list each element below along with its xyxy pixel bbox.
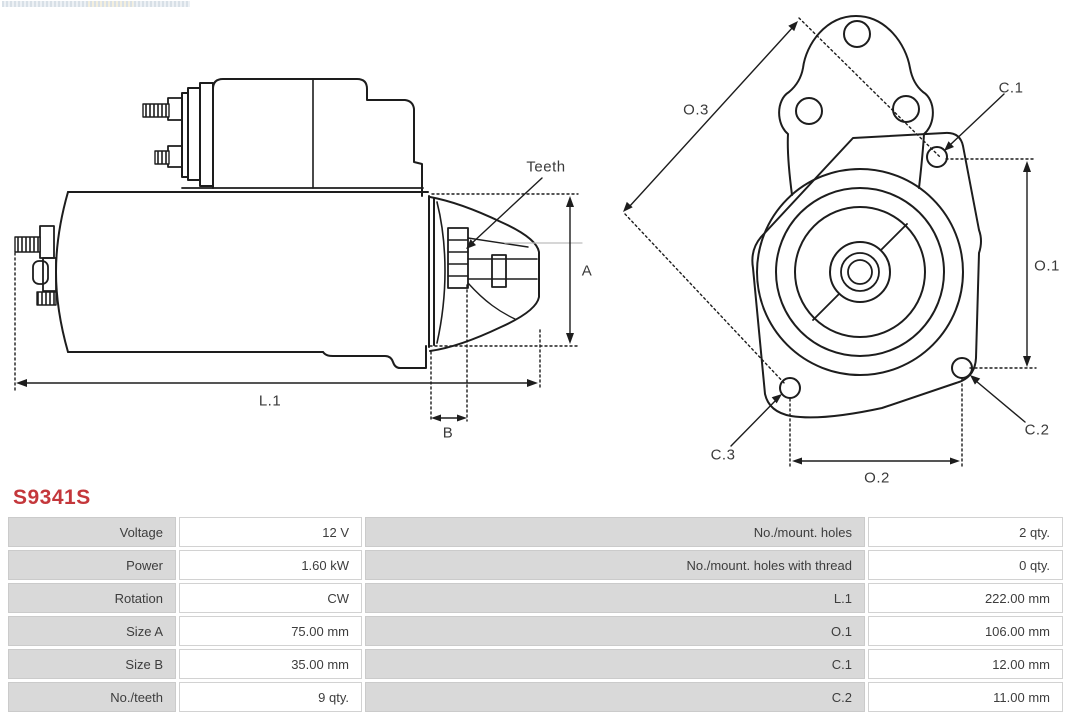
- front-view-dimensions: [623, 18, 1036, 469]
- spec-label-cell: O.1: [365, 616, 865, 646]
- spec-value-cell: CW: [179, 583, 362, 613]
- dim-label-c3: C.3: [710, 446, 736, 464]
- spec-label-cell: C.1: [365, 649, 865, 679]
- spec-label-cell: Size A: [8, 616, 176, 646]
- motor-body-outline: [15, 192, 428, 368]
- dim-label-c1: C.1: [998, 79, 1024, 97]
- body-terminal-stud: [37, 292, 56, 305]
- dim-label-b: B: [442, 424, 454, 442]
- body-terminal-stud: [15, 237, 40, 252]
- dim-label-o3: O.3: [683, 101, 709, 119]
- pinion-teeth: [448, 228, 468, 288]
- solenoid-outline: [143, 79, 423, 196]
- spec-label-cell: No./teeth: [8, 682, 176, 712]
- mount-hole-c1: [927, 147, 947, 167]
- spec-label-cell: No./mount. holes: [365, 517, 865, 547]
- spec-label-cell: Power: [8, 550, 176, 580]
- part-number: S9341S: [13, 486, 91, 509]
- bell-hole-right: [893, 96, 919, 122]
- side-view-drawing: [15, 79, 582, 422]
- bell-hole-left: [796, 98, 822, 124]
- spec-label-cell: Rotation: [8, 583, 176, 613]
- solenoid-terminal-stud: [155, 151, 169, 164]
- spec-value-cell: 12.00 mm: [868, 649, 1063, 679]
- dim-label-o1: O.1: [1034, 257, 1060, 275]
- spec-table: [8, 517, 1063, 712]
- spec-label-cell: L.1: [365, 583, 865, 613]
- dim-label-c2: C.2: [1024, 421, 1050, 439]
- drive-housing-outline: [429, 196, 539, 351]
- spec-value-cell: 9 qty.: [179, 682, 362, 712]
- spec-value-cell: 0 qty.: [868, 550, 1063, 580]
- dim-label-l1: L.1: [258, 392, 282, 410]
- spec-value-cell: 12 V: [179, 517, 362, 547]
- spec-value-cell: 75.00 mm: [179, 616, 362, 646]
- spec-value-cell: 106.00 mm: [868, 616, 1063, 646]
- top-mount-hole: [844, 21, 870, 47]
- spec-value-cell: 1.60 kW: [179, 550, 362, 580]
- front-view-drawing: [623, 16, 1036, 469]
- spec-value-cell: 35.00 mm: [179, 649, 362, 679]
- dim-label-teeth: Teeth: [526, 158, 566, 176]
- solenoid-terminal-stud: [143, 104, 169, 117]
- dim-label-o2: O.2: [864, 469, 890, 487]
- spec-label-cell: No./mount. holes with thread: [365, 550, 865, 580]
- spec-label-cell: Voltage: [8, 517, 176, 547]
- dim-label-a: A: [581, 262, 593, 280]
- mount-hole-c2: [952, 358, 972, 378]
- side-view-dimensions: [15, 178, 582, 422]
- motor-face-circles: [757, 169, 963, 375]
- spec-value-cell: 2 qty.: [868, 517, 1063, 547]
- spec-label-cell: Size B: [8, 649, 176, 679]
- spec-label-cell: C.2: [365, 682, 865, 712]
- spec-value-cell: 11.00 mm: [868, 682, 1063, 712]
- spec-value-cell: 222.00 mm: [868, 583, 1063, 613]
